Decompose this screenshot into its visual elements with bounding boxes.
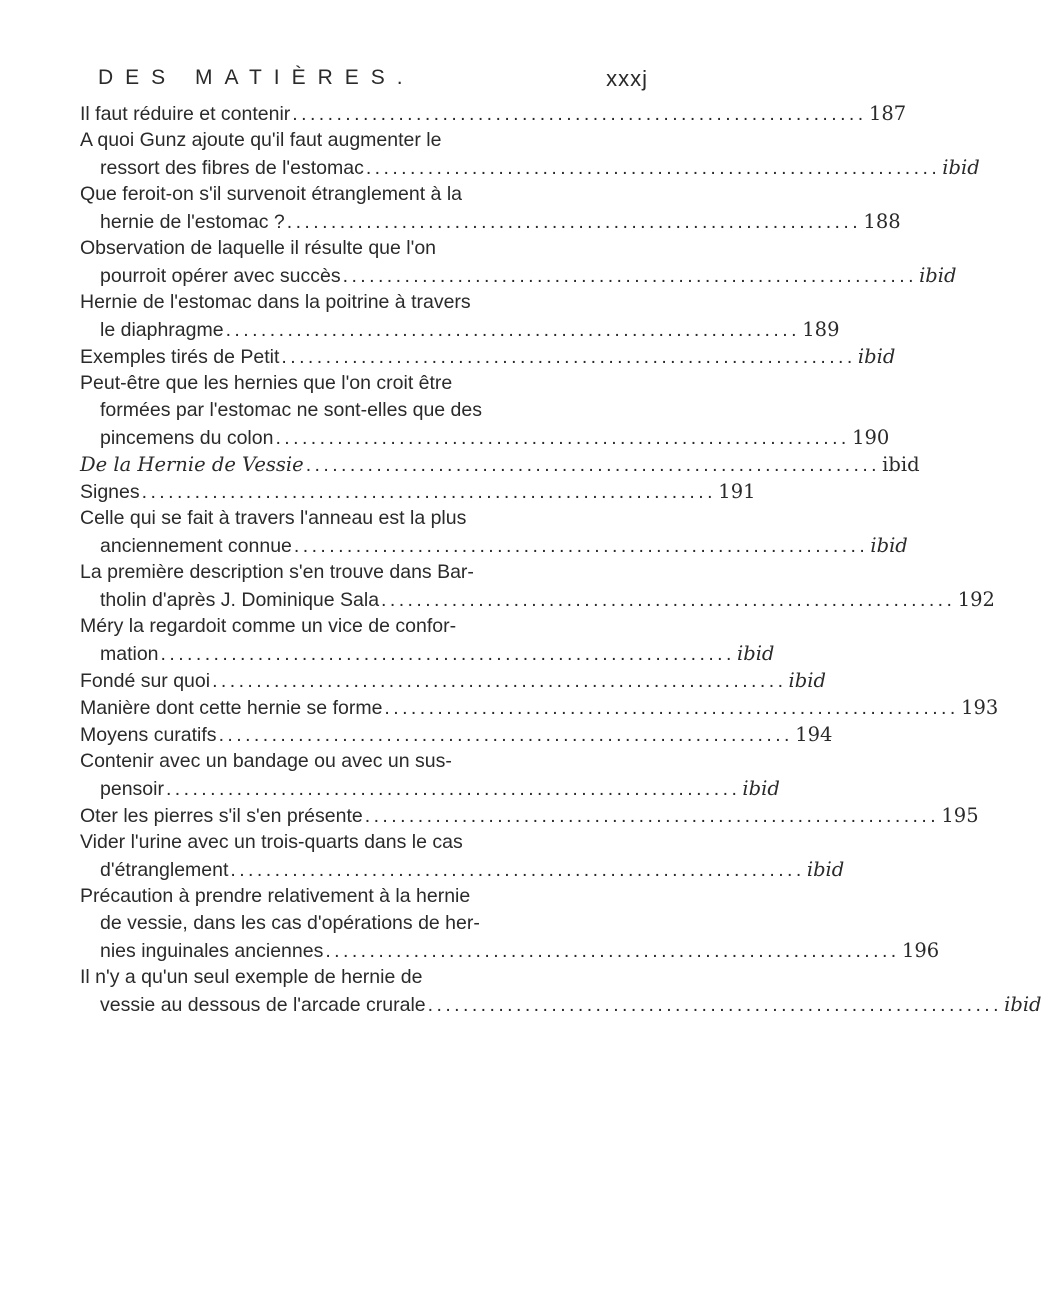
toc-entry-text: Il n'y a qu'un seul exemple de hernie de [80, 966, 423, 988]
toc-entry-line [80, 586, 995, 613]
toc-entry-line [80, 127, 640, 154]
toc-page-number: 192 [957, 588, 995, 611]
toc-entry [80, 370, 890, 451]
toc-entry [80, 964, 1042, 1018]
toc-entry-line [80, 829, 640, 856]
toc-entry-text: La première description s'en trouve dans Bar- [80, 561, 474, 583]
toc-entry [80, 667, 826, 694]
toc-entry-text: pincemens du colon [100, 427, 274, 449]
toc-entry-line [80, 370, 640, 397]
toc-entry-text: pensoir [100, 778, 164, 800]
toc-page-number: ibid [882, 453, 920, 476]
toc-entry-line [80, 694, 999, 721]
toc-entry-line [80, 235, 640, 262]
toc-section-heading [80, 451, 920, 478]
toc-entry-text: Manière dont cette hernie se forme [80, 697, 383, 719]
toc-page-number: ibid [1004, 993, 1042, 1016]
toc-page-number: 189 [802, 318, 840, 341]
toc-entry-line [80, 397, 640, 424]
toc-entry-line [80, 964, 640, 991]
toc-entry [80, 100, 907, 127]
toc-entry-line [80, 262, 957, 289]
dot-leader [287, 209, 857, 236]
toc-entry-line [80, 559, 640, 586]
toc-entry-text: Il faut réduire et contenir [80, 103, 291, 125]
toc-entry-text: pourroit opérer avec succès [100, 265, 341, 287]
dot-leader [142, 479, 712, 506]
toc-entry-line [80, 775, 780, 802]
toc-entry-text: Moyens curatifs [80, 724, 217, 746]
toc-entry-line [80, 667, 826, 694]
toc-entry-line [80, 721, 833, 748]
toc-entry-text: Oter les pierres s'il s'en présente [80, 805, 363, 827]
toc-entry-text: Précaution à prendre relativement à la hernie [80, 885, 471, 907]
toc-entry-text: Signes [80, 481, 140, 503]
toc-entry-line [80, 478, 756, 505]
toc-entry-line [80, 802, 979, 829]
dot-leader [384, 695, 954, 722]
dot-leader [294, 533, 864, 560]
toc-page-number: 195 [941, 804, 979, 827]
dot-leader [275, 425, 845, 452]
toc-entry-line [80, 991, 1042, 1018]
toc-entry [80, 694, 999, 721]
dot-leader [212, 668, 782, 695]
toc-page-number: ibid [788, 669, 826, 692]
toc-entry [80, 802, 979, 829]
toc-entry-line [80, 343, 896, 370]
toc-entry-line [80, 181, 640, 208]
dot-leader [381, 587, 951, 614]
toc-entry-text: anciennement connue [100, 535, 292, 557]
toc-page-number: 187 [868, 102, 907, 125]
toc-entry-text: Observation de laquelle il résulte que l'on [80, 237, 437, 259]
toc-page-number: ibid [870, 534, 908, 557]
dot-leader [325, 938, 895, 965]
toc-entry-text: Contenir avec un bandage ou avec un sus- [80, 750, 452, 772]
toc-entry [80, 559, 995, 613]
toc-entry-text: Que feroit-on s'il survenoit étranglement à la [80, 183, 463, 205]
toc-entry-line [80, 154, 980, 181]
toc-entry [80, 235, 957, 289]
toc-page-number: ibid [919, 264, 957, 287]
dot-leader [230, 857, 800, 884]
toc-entry-line [80, 532, 908, 559]
toc-entry-text: de vessie, dans les cas d'opérations de her- [100, 912, 480, 934]
toc-entry-text: formées par l'estomac ne sont-elles que des [100, 399, 483, 421]
dot-leader [166, 776, 736, 803]
toc-entry-text: nies inguinales anciennes [100, 940, 324, 962]
toc-entry-text: Celle qui se fait à travers l'anneau est la plus [80, 507, 467, 529]
toc-page-number: ibid [806, 858, 845, 881]
toc-entry-line [80, 505, 640, 532]
toc-page-number: 196 [901, 939, 940, 962]
toc-entry-text: mation [100, 643, 159, 665]
toc-entry-text: Exemples tirés de Petit [80, 346, 280, 368]
toc-page-number: ibid [857, 345, 896, 368]
toc-entry [80, 883, 940, 964]
toc-entry [80, 181, 901, 235]
toc-entry-text: A quoi Gunz ajoute qu'il faut augmenter le [80, 129, 442, 151]
page-folio: xxxj [606, 66, 648, 91]
toc-page-number: ibid [742, 777, 780, 800]
dot-leader [292, 101, 862, 128]
toc-entry-line [80, 748, 640, 775]
toc-entry-text: d'étranglement [100, 859, 229, 881]
toc-page-number: 188 [863, 210, 901, 233]
toc-entry [80, 505, 908, 559]
toc-entry-text: Peut-être que les hernies que l'on croit être [80, 372, 453, 394]
toc-entry-line [80, 451, 920, 478]
toc-entry [80, 829, 845, 883]
toc-entry [80, 127, 980, 181]
dot-leader [281, 344, 851, 371]
dot-leader [343, 263, 913, 290]
toc-entry-line [80, 640, 775, 667]
toc-entry-text: Hernie de l'estomac dans la poitrine à travers [80, 291, 471, 313]
toc-page-number: 193 [961, 696, 999, 719]
toc-entry [80, 748, 780, 802]
toc-page-number: 191 [718, 480, 756, 503]
dot-leader [428, 992, 998, 1019]
table-of-contents [80, 100, 1042, 1018]
dot-leader [226, 317, 796, 344]
toc-page-number: ibid [736, 642, 775, 665]
toc-entry-line [80, 856, 845, 883]
toc-entry-line [80, 208, 901, 235]
toc-entry-line [80, 883, 640, 910]
toc-entry-text: tholin d'après J. Dominique Sala [100, 589, 380, 611]
toc-entry-text: Méry la regardoit comme un vice de confor- [80, 615, 457, 637]
toc-entry-line [80, 910, 640, 937]
toc-entry [80, 721, 833, 748]
toc-page-number: 190 [852, 426, 890, 449]
toc-entry [80, 289, 840, 343]
dot-leader [366, 155, 936, 182]
toc-page-number: ibid [942, 156, 980, 179]
toc-entry-text: vessie au dessous de l'arcade crurale [100, 994, 426, 1016]
toc-entry-line [80, 316, 840, 343]
toc-entry-text: ressort des fibres de l'estomac [100, 157, 364, 179]
toc-entry-text: Fondé sur quoi [80, 670, 211, 692]
dot-leader [161, 641, 731, 668]
toc-entry-line [80, 613, 640, 640]
toc-entry-line [80, 937, 940, 964]
running-head [78, 66, 648, 96]
toc-entry [80, 613, 775, 667]
toc-entry-text: hernie de l'estomac ? [100, 211, 285, 233]
toc-entry-line [80, 289, 640, 316]
running-head-title: DES MATIÈRES. [98, 66, 415, 89]
toc-entry-text: De la Hernie de Vessie [80, 453, 304, 476]
toc-entry [80, 343, 896, 370]
dot-leader [306, 452, 876, 479]
toc-entry-line [80, 100, 907, 127]
toc-page-number: 194 [795, 723, 833, 746]
dot-leader [365, 803, 935, 830]
toc-entry-text: Vider l'urine avec un trois-quarts dans le cas [80, 831, 463, 853]
toc-entry-text: le diaphragme [100, 319, 224, 341]
toc-entry [80, 478, 756, 505]
toc-entry-line [80, 424, 890, 451]
dot-leader [219, 722, 789, 749]
